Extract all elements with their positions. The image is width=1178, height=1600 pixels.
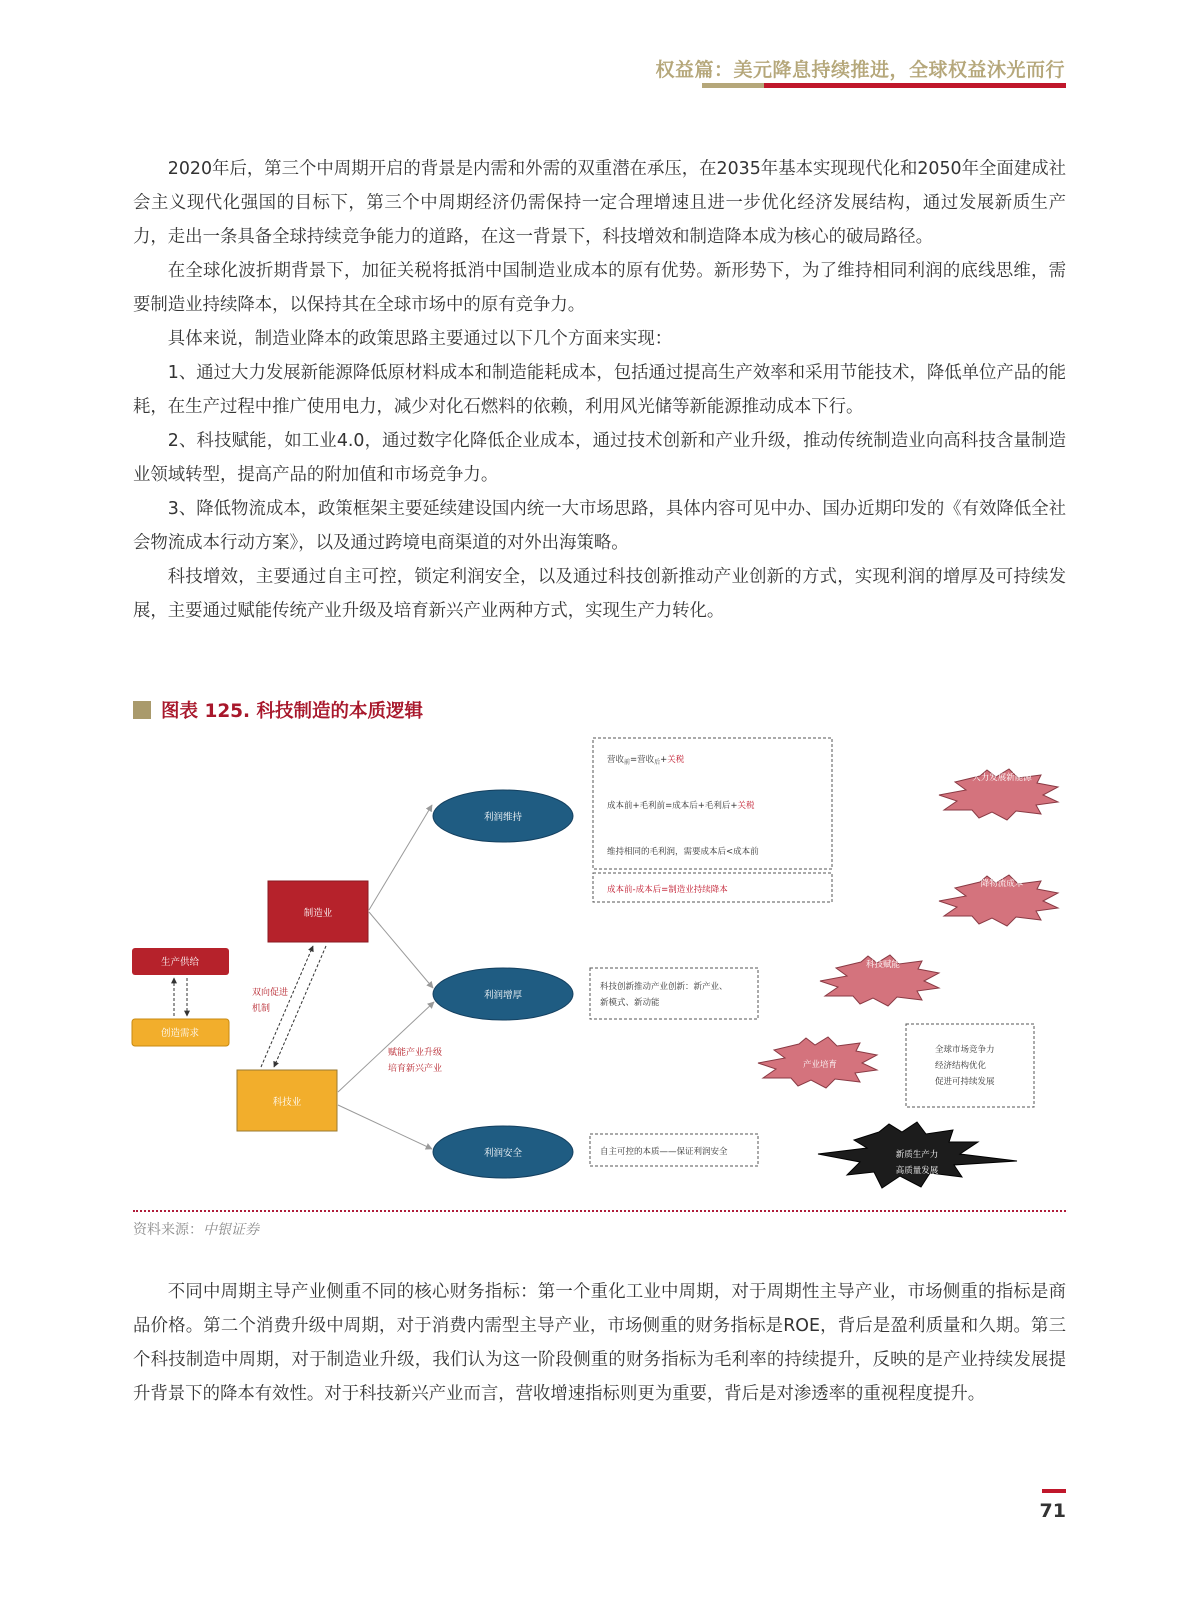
empower-label-1: 赋能产业升级	[388, 1048, 443, 1058]
logic-diagram	[120, 730, 1080, 1200]
source-value: 中银证券	[203, 1222, 259, 1238]
arrow-mfg-to-profit-thicken	[369, 912, 433, 988]
profit-maintain-label: 利润维持	[483, 812, 523, 823]
source-label: 资料来源：	[133, 1222, 203, 1238]
paragraph: 3、降低物流成本，政策框架主要延续建设国内统一大市场思路，具体内容可见中办、国办近期印发的《有效降低全社会物流成本行动方案》，以及通过跨境电商渠道的对外出海策略。	[133, 499, 1066, 553]
star-new-energy-label: 大力发展新能源	[972, 773, 1032, 783]
mechanism-label-2: 机制	[252, 1004, 271, 1014]
figure-title-marker	[133, 701, 151, 719]
star-logistics-label: 降物流成本	[980, 879, 1024, 889]
star-new-productivity-label-2: 高质量发展	[895, 1166, 939, 1176]
arrow-tech-to-profit-thicken	[338, 1002, 434, 1092]
mechanism-label-1: 双向促进	[252, 988, 289, 998]
paragraph: 科技增效，主要通过自主可控，锁定利润安全，以及通过科技创新推动产业创新的方式，实现利润的增厚及可持续发展，主要通过赋能传统产业升级及培育新兴产业两种方式，实现生产力转化。	[133, 567, 1066, 621]
formula-revenue-before: 营收	[607, 755, 625, 765]
star-tech-empower-label: 科技赋能	[865, 960, 901, 970]
empower-label-2: 培育新兴产业	[388, 1064, 443, 1074]
paragraph: 具体来说，制造业降本的政策思路主要通过以下几个方面来实现：	[167, 329, 673, 349]
formula-tariff-1: 关税	[667, 755, 685, 765]
star-new-energy	[939, 769, 1058, 820]
formula-line-2-text: 成本前+毛利前=成本后+毛利后+	[607, 801, 738, 811]
paragraph: 1、通过大力发展新能源降低原材料成本和制造能耗成本，包括通过提高生产效率和采用节能技术，降低单位产品的能耗，在生产过程中推广使用电力，减少对化石燃料的依赖，利用风光储等新能源推动成本下行。	[133, 363, 1066, 417]
star-tech-empower	[820, 955, 939, 1006]
mutual-arrow-down	[274, 946, 326, 1067]
header-rule-red	[764, 83, 1066, 88]
formula-sub-before: 前	[624, 759, 631, 766]
figure-source	[133, 1219, 259, 1239]
star-industry-cultivation-label: 产业培育	[802, 1060, 838, 1070]
profit-thicken-label: 利润增厚	[483, 990, 523, 1001]
header-rule-gold	[702, 83, 764, 88]
formula-sub-after: 后	[654, 759, 661, 766]
outcome-line-1: 全球市场竞争力	[935, 1045, 995, 1055]
innovation-box	[590, 968, 758, 1019]
formula-line-1	[607, 754, 685, 766]
formula-revenue-after: =营收	[630, 755, 655, 765]
demand-label: 创造需求	[160, 1028, 200, 1039]
arrow-to-profit-maintain	[369, 805, 432, 910]
autonomy-label: 自主可控的本质——保证利润安全	[600, 1147, 728, 1157]
paragraph: 2020年后，第三个中周期开启的背景是内需和外需的双重潜在承压，在2035年基本实现现代化和2050年全面建成社会主义现代化强国的目标下，第三个中周期经济仍需保持一定合理增速且进一步优化经济发展结构，通过发展新质生产力，走出一条具备全球持续竞争能力的道路，在这一背景下，科技增效和制造降本成为核心的破局路径。	[133, 159, 1066, 247]
body-text-bottom	[133, 1275, 1066, 1411]
figure-title-text: 图表 125. 科技制造的本质逻辑	[161, 701, 424, 722]
body-text-top	[133, 152, 1066, 628]
star-industry-cultivation	[758, 1037, 877, 1088]
page-number-bar	[1042, 1489, 1066, 1493]
manufacturing-label: 制造业	[303, 908, 333, 919]
supply-label: 生产供给	[160, 957, 200, 968]
cost-reduction-label: 成本前-成本后=制造业持续降本	[607, 885, 728, 895]
page-number: 71	[1039, 1500, 1066, 1522]
formula-line-3: 维持相同的毛利润，需要成本后<成本前	[607, 847, 759, 857]
formula-line-2	[607, 800, 755, 811]
outcome-line-2: 经济结构优化	[935, 1061, 987, 1071]
header-rule	[702, 83, 1066, 88]
arrow-tech-to-profit-safety	[338, 1105, 432, 1149]
page-header-title: 权益篇：美元降息持续推进，全球权益沐光而行	[655, 59, 1065, 81]
tech-label: 科技业	[272, 1097, 302, 1108]
figure-title	[133, 697, 423, 723]
paragraph: 不同中周期主导产业侧重不同的核心财务指标：第一个重化工业中周期，对于周期性主导产业，市场侧重的指标是商品价格。第二个消费升级中周期，对于消费内需型主导产业，市场侧重的财务指标是ROE，背后是盈利质量和久期。第三个科技制造中周期，对于制造业升级，我们认为这一阶段侧重的财务指标为毛利率的持续提升，反映的是产业持续发展提升背景下的降本有效性。对于科技新兴产业而言，营收增速指标则更为重要，背后是对渗透率的重视程度提升。	[133, 1282, 1066, 1404]
star-new-productivity	[818, 1122, 1017, 1188]
formula-plus: +	[660, 755, 668, 765]
outcome-line-3: 促进可持续发展	[935, 1077, 995, 1087]
innovation-line-2: 新模式、新动能	[600, 998, 660, 1008]
formula-tariff-2: 关税	[737, 801, 755, 811]
innovation-line-1: 科技创新推动产业创新：新产业、	[600, 982, 728, 992]
profit-safety-label: 利润安全	[483, 1148, 523, 1159]
paragraph: 2、科技赋能，如工业4.0，通过数字化降低企业成本，通过技术创新和产业升级，推动传统制造业向高科技含量制造业领域转型，提高产品的附加值和市场竞争力。	[133, 431, 1066, 485]
paragraph: 在全球化波折期背景下，加征关税将抵消中国制造业成本的原有优势。新形势下，为了维持相同利润的底线思维，需要制造业持续降本，以保持其在全球市场中的原有竞争力。	[133, 261, 1066, 315]
star-logistics	[939, 875, 1058, 926]
figure-dotted-rule	[133, 1210, 1066, 1212]
star-new-productivity-label-1: 新质生产力	[895, 1150, 939, 1160]
